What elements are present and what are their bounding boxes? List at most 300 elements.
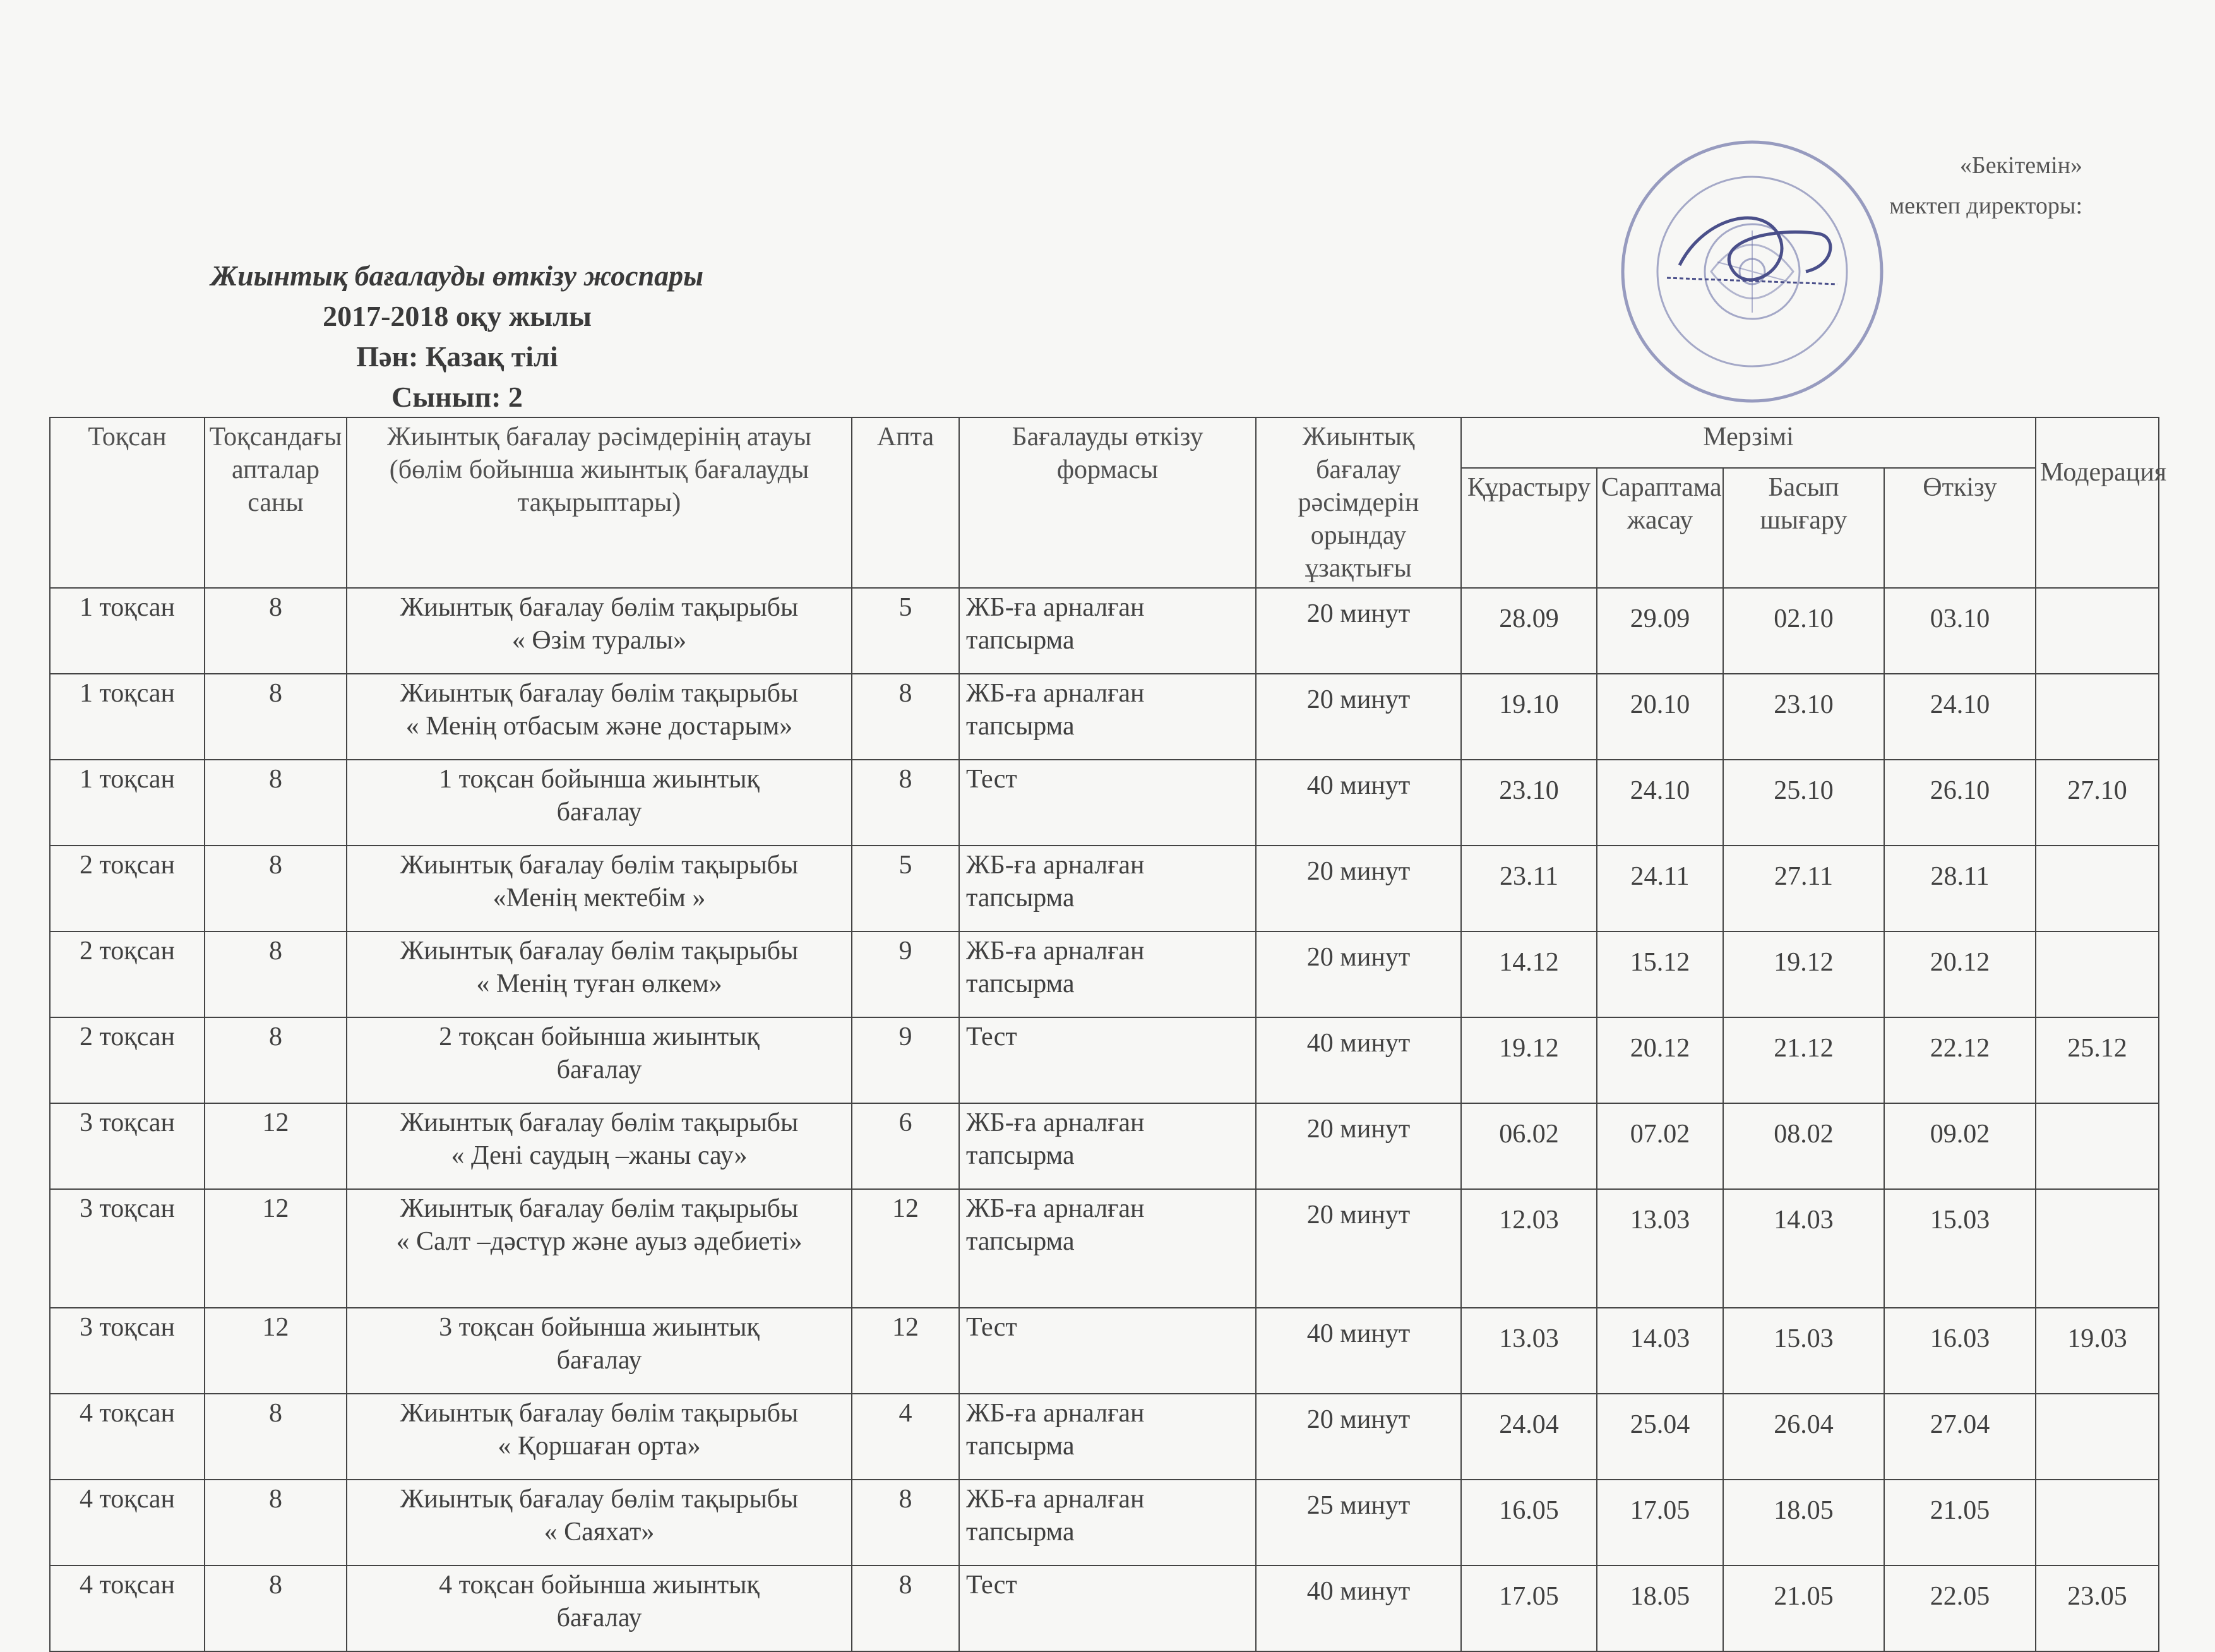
- week-text: 6: [899, 1108, 912, 1137]
- form-line-1: Тест: [966, 1313, 1017, 1342]
- cell-review: [1597, 1103, 1723, 1189]
- conduct-date: 28.11: [1930, 862, 1990, 891]
- conduct-date: 26.10: [1930, 776, 1990, 805]
- duration-text: 20 минут: [1306, 1200, 1411, 1230]
- cell-name: [347, 1189, 852, 1308]
- form-line-1: ЖБ-ға арналған: [966, 679, 1145, 708]
- header-review: Сараптама жасау: [1597, 468, 1723, 588]
- cell-week: [852, 1017, 959, 1103]
- quarter-text: 4 тоқсан: [80, 1485, 175, 1514]
- cell-form: [959, 760, 1256, 846]
- form-line-2: тапсырма: [966, 1432, 1075, 1461]
- duration-text: 40 минут: [1306, 1577, 1411, 1606]
- approval-heading: «Бекітемін»: [1959, 152, 2082, 179]
- weeks-text: 8: [269, 851, 282, 880]
- print-date: 14.03: [1774, 1206, 1834, 1235]
- duration-text: 20 минут: [1306, 857, 1411, 886]
- weeks-text: 8: [269, 1399, 282, 1428]
- duration-text: 20 минут: [1306, 1405, 1411, 1434]
- cell-week: [852, 1103, 959, 1189]
- weeks-text: 8: [269, 593, 282, 622]
- week-text: 8: [899, 1571, 912, 1600]
- compose-date: 24.04: [1499, 1410, 1559, 1439]
- name-line-1: 4 тоқсан бойынша жиынтық: [439, 1571, 760, 1600]
- cell-duration: [1256, 846, 1461, 931]
- cell-compose: [1461, 1480, 1597, 1565]
- header-compose: Құрастыру: [1461, 468, 1597, 588]
- cell-duration: [1256, 588, 1461, 674]
- grade-line: Сынып: 2: [391, 381, 523, 413]
- name-line-2: бағалау: [556, 1346, 642, 1375]
- cell-conduct: [1884, 1394, 2036, 1480]
- cell-quarter: [50, 1103, 205, 1189]
- name-line-1: 2 тоқсан бойынша жиынтық: [439, 1022, 760, 1051]
- cell-weeks: [205, 1103, 347, 1189]
- weeks-text: 12: [262, 1194, 289, 1223]
- compose-date: 14.12: [1499, 948, 1559, 977]
- quarter-text: 4 тоқсан: [80, 1571, 175, 1600]
- header-row: [50, 417, 2159, 468]
- cell-duration: [1256, 1308, 1461, 1394]
- print-date: 27.11: [1774, 862, 1833, 891]
- review-date: 25.04: [1630, 1410, 1690, 1439]
- name-line-2: бағалау: [556, 798, 642, 827]
- cell-name: [347, 588, 852, 674]
- print-date: 18.05: [1774, 1496, 1834, 1525]
- cell-compose: [1461, 1189, 1597, 1308]
- table-row: [50, 760, 2159, 846]
- review-date: 07.02: [1630, 1120, 1690, 1149]
- cell-compose: [1461, 1308, 1597, 1394]
- week-text: 5: [899, 593, 912, 622]
- cell-review: [1597, 931, 1723, 1017]
- weeks-text: 8: [269, 765, 282, 794]
- cell-duration: [1256, 931, 1461, 1017]
- form-line-1: Тест: [966, 765, 1017, 794]
- cell-moderation: [2036, 846, 2159, 931]
- print-date: 21.05: [1774, 1582, 1834, 1611]
- print-date: 08.02: [1774, 1120, 1834, 1149]
- conduct-date: 16.03: [1930, 1324, 1990, 1353]
- header-weeks: Тоқсандағы апталар саны: [205, 417, 347, 588]
- compose-date: 23.10: [1499, 776, 1559, 805]
- cell-week: [852, 760, 959, 846]
- header-form: Бағалауды өткізу формасы: [959, 417, 1256, 588]
- quarter-text: 2 тоқсан: [80, 937, 175, 966]
- cell-conduct: [1884, 1103, 2036, 1189]
- quarter-text: 3 тоқсан: [80, 1194, 175, 1223]
- cell-name: [347, 931, 852, 1017]
- name-line-2: « Менің туған өлкем»: [476, 969, 722, 998]
- director-signature: [1654, 189, 1844, 316]
- cell-quarter: [50, 846, 205, 931]
- cell-weeks: [205, 1394, 347, 1480]
- cell-week: [852, 1565, 959, 1651]
- cell-name: [347, 674, 852, 760]
- compose-date: 16.05: [1499, 1496, 1559, 1525]
- cell-duration: [1256, 760, 1461, 846]
- cell-compose: [1461, 674, 1597, 760]
- header-week: Апта: [852, 417, 959, 588]
- print-date: 26.04: [1774, 1410, 1834, 1439]
- duration-text: 40 минут: [1306, 1029, 1411, 1058]
- cell-name: [347, 1103, 852, 1189]
- cell-form: [959, 846, 1256, 931]
- approval-block: [1889, 145, 2082, 226]
- cell-moderation: [2036, 1017, 2159, 1103]
- quarter-text: 3 тоқсан: [80, 1108, 175, 1137]
- cell-duration: [1256, 1565, 1461, 1651]
- cell-name: [347, 1480, 852, 1565]
- cell-week: [852, 674, 959, 760]
- cell-duration: [1256, 1394, 1461, 1480]
- form-line-2: тапсырма: [966, 626, 1075, 655]
- cell-moderation: [2036, 931, 2159, 1017]
- name-line-1: Жиынтық бағалау бөлім тақырыбы: [400, 1194, 799, 1223]
- print-date: 19.12: [1774, 948, 1834, 977]
- form-line-2: тапсырма: [966, 1141, 1075, 1170]
- form-line-1: Тест: [966, 1022, 1017, 1051]
- form-line-2: тапсырма: [966, 883, 1075, 913]
- table-row: [50, 1394, 2159, 1480]
- cell-moderation: [2036, 1480, 2159, 1565]
- cell-review: [1597, 1394, 1723, 1480]
- cell-compose: [1461, 846, 1597, 931]
- name-line-1: Жиынтық бағалау бөлім тақырыбы: [400, 937, 799, 966]
- cell-name: [347, 1565, 852, 1651]
- weeks-text: 8: [269, 679, 282, 708]
- form-line-1: ЖБ-ға арналған: [966, 851, 1145, 880]
- cell-duration: [1256, 1480, 1461, 1565]
- cell-review: [1597, 1480, 1723, 1565]
- cell-moderation: [2036, 674, 2159, 760]
- cell-quarter: [50, 1017, 205, 1103]
- cell-print: [1723, 1480, 1884, 1565]
- name-line-1: Жиынтық бағалау бөлім тақырыбы: [400, 593, 799, 622]
- quarter-text: 3 тоқсан: [80, 1313, 175, 1342]
- cell-review: [1597, 1308, 1723, 1394]
- cell-quarter: [50, 1189, 205, 1308]
- name-line-2: « Саяхат»: [544, 1517, 655, 1547]
- compose-date: 17.05: [1499, 1582, 1559, 1611]
- print-date: 21.12: [1774, 1034, 1834, 1063]
- form-line-2: тапсырма: [966, 969, 1075, 998]
- header-conduct: Өткізу: [1884, 468, 2036, 588]
- cell-print: [1723, 588, 1884, 674]
- duration-text: 20 минут: [1306, 599, 1411, 628]
- cell-conduct: [1884, 588, 2036, 674]
- name-line-1: Жиынтық бағалау бөлім тақырыбы: [400, 1399, 799, 1428]
- form-line-1: ЖБ-ға арналған: [966, 1399, 1145, 1428]
- cell-week: [852, 1189, 959, 1308]
- conduct-date: 20.12: [1930, 948, 1990, 977]
- name-line-2: « Салт –дәстүр және ауыз әдебиеті»: [396, 1227, 803, 1256]
- cell-quarter: [50, 1480, 205, 1565]
- cell-duration: [1256, 1017, 1461, 1103]
- moderation-date: 19.03: [2067, 1324, 2127, 1353]
- cell-moderation: [2036, 1565, 2159, 1651]
- cell-form: [959, 1103, 1256, 1189]
- duration-text: 25 минут: [1306, 1491, 1411, 1520]
- document-titles: [0, 256, 1565, 417]
- review-date: 20.10: [1630, 690, 1690, 719]
- header-name: Жиынтық бағалау рәсімдерінің атауы (бөлім бойынша жиынтық бағалауды тақырыптары): [347, 417, 852, 588]
- cell-weeks: [205, 1017, 347, 1103]
- duration-text: 20 минут: [1306, 943, 1411, 972]
- cell-conduct: [1884, 1480, 2036, 1565]
- name-line-1: 3 тоқсан бойынша жиынтық: [439, 1313, 760, 1342]
- review-date: 18.05: [1630, 1582, 1690, 1611]
- cell-quarter: [50, 931, 205, 1017]
- moderation-date: 23.05: [2067, 1582, 2127, 1611]
- name-line-2: « Қоршаған орта»: [498, 1432, 701, 1461]
- compose-date: 23.11: [1500, 862, 1558, 891]
- week-text: 9: [899, 1022, 912, 1051]
- cell-weeks: [205, 588, 347, 674]
- conduct-date: 03.10: [1930, 604, 1990, 633]
- print-date: 15.03: [1774, 1324, 1834, 1353]
- table-row: [50, 931, 2159, 1017]
- cell-print: [1723, 1103, 1884, 1189]
- conduct-date: 24.10: [1930, 690, 1990, 719]
- cell-week: [852, 931, 959, 1017]
- name-line-1: Жиынтық бағалау бөлім тақырыбы: [400, 1108, 799, 1137]
- name-line-2: « Дені саудың –жаны сау»: [451, 1141, 748, 1170]
- cell-moderation: [2036, 1189, 2159, 1308]
- table-row: [50, 1308, 2159, 1394]
- cell-duration: [1256, 1189, 1461, 1308]
- cell-conduct: [1884, 1308, 2036, 1394]
- cell-weeks: [205, 846, 347, 931]
- cell-print: [1723, 1017, 1884, 1103]
- cell-compose: [1461, 588, 1597, 674]
- duration-text: 20 минут: [1306, 685, 1411, 714]
- name-line-2: бағалау: [556, 1603, 642, 1632]
- week-text: 8: [899, 1485, 912, 1514]
- cell-compose: [1461, 1017, 1597, 1103]
- cell-weeks: [205, 760, 347, 846]
- compose-date: 19.10: [1499, 690, 1559, 719]
- subject-line: Пән: Қазақ тілі: [356, 340, 558, 373]
- form-line-2: тапсырма: [966, 1227, 1075, 1256]
- cell-conduct: [1884, 846, 2036, 931]
- cell-name: [347, 760, 852, 846]
- cell-weeks: [205, 1480, 347, 1565]
- cell-week: [852, 1480, 959, 1565]
- form-line-2: тапсырма: [966, 1517, 1075, 1547]
- moderation-date: 25.12: [2067, 1034, 2127, 1063]
- week-text: 4: [899, 1399, 912, 1428]
- cell-compose: [1461, 760, 1597, 846]
- form-line-1: Тест: [966, 1571, 1017, 1600]
- name-line-2: « Менің отбасым және достарым»: [405, 712, 793, 741]
- week-text: 9: [899, 937, 912, 966]
- form-line-1: ЖБ-ға арналған: [966, 1108, 1145, 1137]
- cell-week: [852, 1308, 959, 1394]
- quarter-text: 4 тоқсан: [80, 1399, 175, 1428]
- cell-name: [347, 1394, 852, 1480]
- weeks-text: 8: [269, 937, 282, 966]
- cell-week: [852, 846, 959, 931]
- cell-compose: [1461, 1565, 1597, 1651]
- name-line-1: Жиынтық бағалау бөлім тақырыбы: [400, 851, 799, 880]
- cell-print: [1723, 1308, 1884, 1394]
- print-date: 23.10: [1774, 690, 1834, 719]
- print-date: 02.10: [1774, 604, 1834, 633]
- table-row: [50, 1480, 2159, 1565]
- print-date: 25.10: [1774, 776, 1834, 805]
- review-date: 13.03: [1630, 1206, 1690, 1235]
- cell-compose: [1461, 1103, 1597, 1189]
- cell-weeks: [205, 1189, 347, 1308]
- cell-duration: [1256, 674, 1461, 760]
- weeks-text: 12: [262, 1108, 289, 1137]
- cell-quarter: [50, 1394, 205, 1480]
- cell-form: [959, 1480, 1256, 1565]
- review-date: 17.05: [1630, 1496, 1690, 1525]
- cell-weeks: [205, 1565, 347, 1651]
- header-quarter: Тоқсан: [50, 417, 205, 588]
- cell-form: [959, 674, 1256, 760]
- compose-date: 28.09: [1499, 604, 1559, 633]
- conduct-date: 21.05: [1930, 1496, 1990, 1525]
- conduct-date: 22.05: [1930, 1582, 1990, 1611]
- quarter-text: 2 тоқсан: [80, 1022, 175, 1051]
- cell-weeks: [205, 1308, 347, 1394]
- name-line-2: «Менің мектебім »: [493, 883, 706, 913]
- cell-print: [1723, 1394, 1884, 1480]
- cell-form: [959, 1017, 1256, 1103]
- cell-conduct: [1884, 674, 2036, 760]
- table-row: [50, 1189, 2159, 1308]
- table-row: [50, 1017, 2159, 1103]
- weeks-text: 12: [262, 1313, 289, 1342]
- cell-print: [1723, 674, 1884, 760]
- table-row: [50, 1103, 2159, 1189]
- cell-conduct: [1884, 1565, 2036, 1651]
- compose-date: 19.12: [1499, 1034, 1559, 1063]
- conduct-date: 27.04: [1930, 1410, 1990, 1439]
- cell-week: [852, 1394, 959, 1480]
- table-row: [50, 588, 2159, 674]
- document-title: Жиынтық бағалауды өткізу жоспары: [210, 260, 704, 292]
- weeks-text: 8: [269, 1022, 282, 1051]
- review-date: 29.09: [1630, 604, 1690, 633]
- form-line-1: ЖБ-ға арналған: [966, 1194, 1145, 1223]
- cell-moderation: [2036, 1103, 2159, 1189]
- compose-date: 13.03: [1499, 1324, 1559, 1353]
- quarter-text: 1 тоқсан: [80, 593, 175, 622]
- cell-print: [1723, 760, 1884, 846]
- assessment-plan-table: [49, 417, 2167, 1652]
- conduct-date: 22.12: [1930, 1034, 1990, 1063]
- name-line-2: « Өзім туралы»: [511, 626, 687, 655]
- cell-name: [347, 846, 852, 931]
- cell-week: [852, 588, 959, 674]
- cell-form: [959, 1308, 1256, 1394]
- academic-year: 2017-2018 оқу жылы: [323, 300, 592, 332]
- cell-quarter: [50, 1308, 205, 1394]
- cell-conduct: [1884, 1017, 2036, 1103]
- cell-print: [1723, 1565, 1884, 1651]
- approval-director: мектеп директоры:: [1889, 193, 2082, 219]
- cell-review: [1597, 1189, 1723, 1308]
- name-line-1: Жиынтық бағалау бөлім тақырыбы: [400, 1485, 799, 1514]
- cell-compose: [1461, 1394, 1597, 1480]
- table-row: [50, 674, 2159, 760]
- header-moderation: Модерация: [2036, 417, 2159, 588]
- weeks-text: 8: [269, 1485, 282, 1514]
- form-line-1: ЖБ-ға арналған: [966, 937, 1145, 966]
- cell-duration: [1256, 1103, 1461, 1189]
- cell-form: [959, 1565, 1256, 1651]
- cell-print: [1723, 846, 1884, 931]
- cell-print: [1723, 931, 1884, 1017]
- week-text: 5: [899, 851, 912, 880]
- moderation-date: 27.10: [2067, 776, 2127, 805]
- week-text: 8: [899, 765, 912, 794]
- review-date: 15.12: [1630, 948, 1690, 977]
- compose-date: 06.02: [1499, 1120, 1559, 1149]
- cell-review: [1597, 1565, 1723, 1651]
- quarter-text: 1 тоқсан: [80, 679, 175, 708]
- cell-review: [1597, 760, 1723, 846]
- cell-quarter: [50, 1565, 205, 1651]
- cell-review: [1597, 1017, 1723, 1103]
- review-date: 20.12: [1630, 1034, 1690, 1063]
- form-line-1: ЖБ-ға арналған: [966, 1485, 1145, 1514]
- quarter-text: 2 тоқсан: [80, 851, 175, 880]
- cell-quarter: [50, 588, 205, 674]
- cell-review: [1597, 674, 1723, 760]
- cell-review: [1597, 846, 1723, 931]
- cell-name: [347, 1017, 852, 1103]
- review-date: 14.03: [1630, 1324, 1690, 1353]
- name-line-1: Жиынтық бағалау бөлім тақырыбы: [400, 679, 799, 708]
- duration-text: 40 минут: [1306, 1319, 1411, 1348]
- cell-conduct: [1884, 760, 2036, 846]
- week-text: 12: [892, 1194, 919, 1223]
- cell-compose: [1461, 931, 1597, 1017]
- cell-form: [959, 588, 1256, 674]
- weeks-text: 8: [269, 1571, 282, 1600]
- review-date: 24.11: [1630, 862, 1690, 891]
- quarter-text: 1 тоқсан: [80, 765, 175, 794]
- cell-print: [1723, 1189, 1884, 1308]
- table-row: [50, 1565, 2159, 1651]
- cell-quarter: [50, 760, 205, 846]
- conduct-date: 09.02: [1930, 1120, 1990, 1149]
- cell-form: [959, 1189, 1256, 1308]
- form-line-1: ЖБ-ға арналған: [966, 593, 1145, 622]
- cell-quarter: [50, 674, 205, 760]
- name-line-2: бағалау: [556, 1055, 642, 1084]
- table-row: [50, 846, 2159, 931]
- review-date: 24.10: [1630, 776, 1690, 805]
- conduct-date: 15.03: [1930, 1206, 1990, 1235]
- form-line-2: тапсырма: [966, 712, 1075, 741]
- duration-text: 40 минут: [1306, 771, 1411, 800]
- cell-conduct: [1884, 1189, 2036, 1308]
- header-deadline: Мерзімі: [1461, 417, 2036, 468]
- compose-date: 12.03: [1499, 1206, 1559, 1235]
- week-text: 12: [892, 1313, 919, 1342]
- cell-review: [1597, 588, 1723, 674]
- header-duration: Жиынтық бағалау рәсімдерін орындау ұзақтығы: [1256, 417, 1461, 588]
- header-print: Басып шығару: [1723, 468, 1884, 588]
- cell-weeks: [205, 931, 347, 1017]
- cell-moderation: [2036, 760, 2159, 846]
